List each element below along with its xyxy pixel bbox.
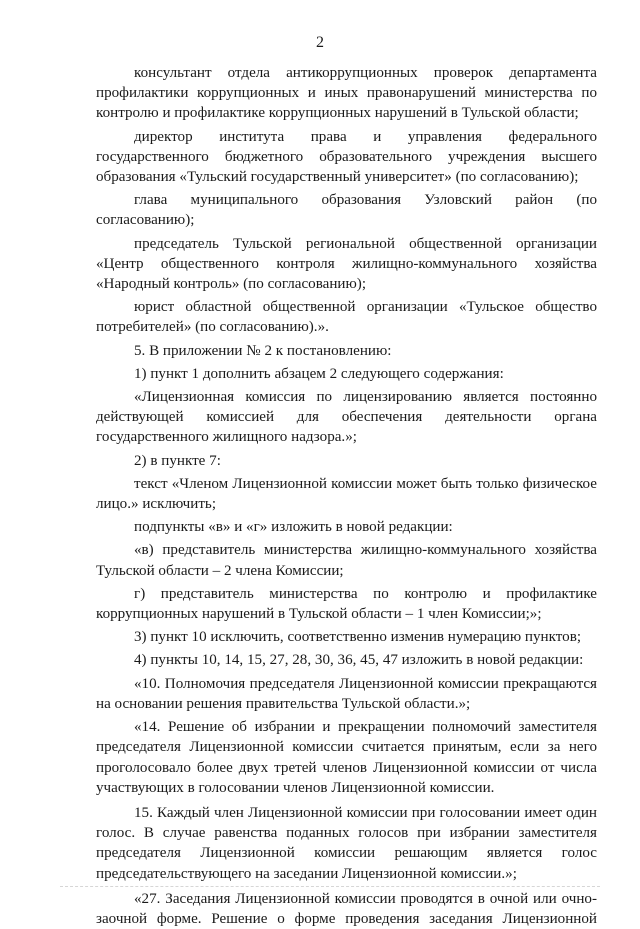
paragraph: «14. Решение об избрании и прекращении полномочий заместителя председателя Лицензионной комиссии считается принятым, если за него проголосовало более двух третей членов Лицензионной комиссии от числа участвующих в голосовании членов Лицензионной комиссии. xyxy=(96,719,597,796)
paragraph: подпункты «в» и «г» изложить в новой редакции: xyxy=(134,519,453,536)
paragraph: «10. Полномочия председателя Лицензионной комиссии прекращаются на основании решения правительства Тульской области.»; xyxy=(96,675,597,712)
document-body xyxy=(96,63,597,929)
page-bottom-edge xyxy=(60,886,600,889)
paragraph: «27. Заседания Лицензионной комиссии проводятся в очной или очно-заочной форме. Решение о форме проведения заседания Лицензионной xyxy=(96,890,597,927)
paragraph: 4) пункты 10, 14, 15, 27, 28, 30, 36, 45, 47 изложить в новой редакции: xyxy=(134,652,584,669)
paragraph: «в) представитель министерства жилищно-коммунального хозяйства Тульской области – 2 члена Комиссии; xyxy=(96,542,597,579)
paragraph: «Лицензионная комиссия по лицензированию является постоянно действующей комиссией для обеспечения деятельности органа государственного жилищного надзора.»; xyxy=(96,389,597,446)
paragraph: глава муниципального образования Узловский район (по согласованию); xyxy=(96,192,597,229)
paragraph: 3) пункт 10 исключить, соответственно изменив нумерацию пунктов; xyxy=(134,629,582,646)
paragraph: 15. Каждый член Лицензионной комиссии при голосовании имеет один голос. В случае равенства поданных голосов при избрании заместителя председателя Лицензионной комиссии решающим является голос председательствующего на заседании Лицензионной комиссии.»; xyxy=(96,804,597,882)
paragraph: текст «Членом Лицензионной комиссии может быть только физическое лицо.» исключить; xyxy=(96,475,597,513)
paragraph: г) представитель министерства по контролю и профилактике коррупционных нарушений в Тульской области – 1 член Комиссии;»; xyxy=(96,585,597,623)
paragraph: юрист областной общественной организации «Тульское общество потребителей» (по согласованию).». xyxy=(96,299,597,336)
paragraph: председатель Тульской региональной общественной организации «Центр общественного контроля жилищно-коммунального хозяйства «Народный контроль» (по согласованию); xyxy=(96,235,597,293)
page-number: 2 xyxy=(316,34,324,51)
paragraph: 1) пункт 1 дополнить абзацем 2 следующего содержания: xyxy=(134,365,504,382)
paragraph: 2) в пункте 7: xyxy=(134,452,221,469)
paragraph: консультант отдела антикоррупционных проверок департамента профилактики коррупционных и иных правонарушений министерства по контролю и профилактике коррупционных нарушений в Тульской области; xyxy=(96,65,597,122)
paragraph: директор института права и управления федерального государственного бюджетного образовательного учреждения высшего образования «Тульский государственный университет» (по согласованию); xyxy=(96,128,597,186)
paragraph: 5. В приложении № 2 к постановлению: xyxy=(134,342,392,359)
